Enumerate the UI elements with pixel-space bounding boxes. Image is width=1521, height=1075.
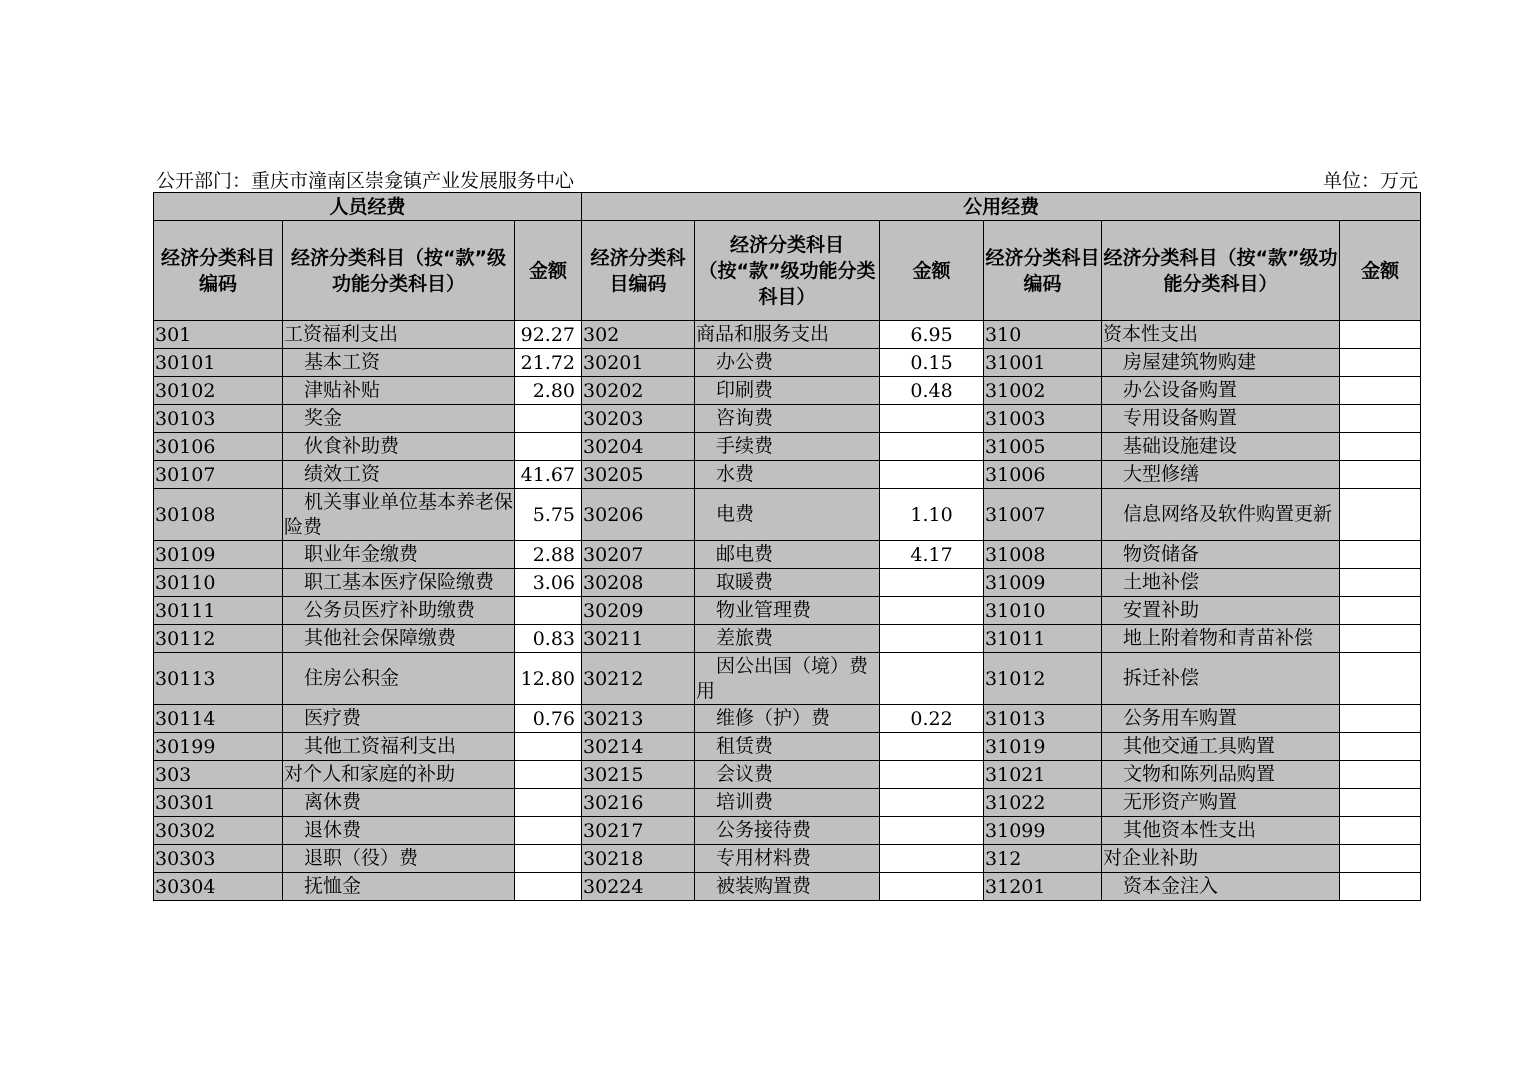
amount-cell: 6.95 xyxy=(880,321,984,349)
code-cell: 30301 xyxy=(154,789,283,817)
name-cell: 咨询费 xyxy=(695,405,880,433)
code-cell: 30202 xyxy=(582,377,695,405)
name-cell: 绩效工资 xyxy=(283,461,515,489)
code-cell: 30218 xyxy=(582,845,695,873)
table-row xyxy=(154,377,1421,405)
name-cell: 地上附着物和青苗补偿 xyxy=(1102,625,1340,653)
table-row xyxy=(154,817,1421,845)
code-cell: 31008 xyxy=(984,541,1102,569)
amount-cell: 92.27 xyxy=(515,321,582,349)
name-cell: 手续费 xyxy=(695,433,880,461)
code-cell: 31006 xyxy=(984,461,1102,489)
amount-cell xyxy=(515,817,582,845)
code-cell: 31005 xyxy=(984,433,1102,461)
code-cell: 31021 xyxy=(984,761,1102,789)
code-cell: 30204 xyxy=(582,433,695,461)
amount-cell: 4.17 xyxy=(880,541,984,569)
name-cell: 津贴补贴 xyxy=(283,377,515,405)
amount-cell xyxy=(1340,321,1421,349)
name-cell: 其他资本性支出 xyxy=(1102,817,1340,845)
name-cell: 会议费 xyxy=(695,761,880,789)
name-cell: 安置补助 xyxy=(1102,597,1340,625)
name-cell: 离休费 xyxy=(283,789,515,817)
name-cell: 取暖费 xyxy=(695,569,880,597)
code-cell: 30201 xyxy=(582,349,695,377)
name-cell: 其他工资福利支出 xyxy=(283,733,515,761)
name-cell: 房屋建筑物购建 xyxy=(1102,349,1340,377)
name-cell: 专用材料费 xyxy=(695,845,880,873)
code-cell: 31011 xyxy=(984,625,1102,653)
name-cell: 公务接待费 xyxy=(695,817,880,845)
name-cell: 伙食补助费 xyxy=(283,433,515,461)
name-cell: 资本金注入 xyxy=(1102,873,1340,901)
code-cell: 30107 xyxy=(154,461,283,489)
amount-cell xyxy=(515,433,582,461)
code-cell: 30302 xyxy=(154,817,283,845)
amount-cell xyxy=(880,433,984,461)
amount-cell: 0.76 xyxy=(515,705,582,733)
amount-cell xyxy=(1340,817,1421,845)
code-cell: 30102 xyxy=(154,377,283,405)
name-cell: 住房公积金 xyxy=(283,653,515,705)
name-cell: 电费 xyxy=(695,489,880,541)
amount-cell xyxy=(1340,405,1421,433)
code-cell: 30211 xyxy=(582,625,695,653)
column-header-name: 经济分类科目（按“款”级功能分类科目） xyxy=(283,221,515,321)
code-cell: 30110 xyxy=(154,569,283,597)
amount-cell xyxy=(880,789,984,817)
code-cell: 30304 xyxy=(154,873,283,901)
code-cell: 31009 xyxy=(984,569,1102,597)
code-cell: 30206 xyxy=(582,489,695,541)
code-cell: 30108 xyxy=(154,489,283,541)
amount-cell: 1.10 xyxy=(880,489,984,541)
code-cell: 312 xyxy=(984,845,1102,873)
name-cell: 退休费 xyxy=(283,817,515,845)
name-cell: 其他交通工具购置 xyxy=(1102,733,1340,761)
code-cell: 30214 xyxy=(582,733,695,761)
amount-cell xyxy=(880,845,984,873)
department-label: 公开部门：重庆市潼南区崇龛镇产业发展服务中心 xyxy=(156,170,575,192)
table-row xyxy=(154,321,1421,349)
amount-cell xyxy=(515,405,582,433)
column-header-amount: 金额 xyxy=(1340,221,1421,321)
code-cell: 310 xyxy=(984,321,1102,349)
code-cell: 30113 xyxy=(154,653,283,705)
code-cell: 31013 xyxy=(984,705,1102,733)
column-header-code: 经济分类科目编码 xyxy=(582,221,695,321)
code-cell: 30114 xyxy=(154,705,283,733)
code-cell: 30199 xyxy=(154,733,283,761)
name-cell: 维修（护）费 xyxy=(695,705,880,733)
name-cell: 公务员医疗补助缴费 xyxy=(283,597,515,625)
amount-cell xyxy=(880,461,984,489)
table-row xyxy=(154,597,1421,625)
name-cell: 印刷费 xyxy=(695,377,880,405)
name-cell: 差旅费 xyxy=(695,625,880,653)
amount-cell: 21.72 xyxy=(515,349,582,377)
table-row xyxy=(154,845,1421,873)
code-cell: 31201 xyxy=(984,873,1102,901)
code-cell: 30106 xyxy=(154,433,283,461)
amount-cell: 12.80 xyxy=(515,653,582,705)
amount-cell xyxy=(515,733,582,761)
table-row xyxy=(154,489,1421,541)
name-cell: 基础设施建设 xyxy=(1102,433,1340,461)
amount-cell xyxy=(515,597,582,625)
amount-cell: 41.67 xyxy=(515,461,582,489)
column-header-code: 经济分类科目编码 xyxy=(984,221,1102,321)
name-cell: 文物和陈列品购置 xyxy=(1102,761,1340,789)
column-header-name: 经济分类科目（按“款”级功能分类科目） xyxy=(1102,221,1340,321)
table-row xyxy=(154,733,1421,761)
name-cell: 物资储备 xyxy=(1102,541,1340,569)
amount-cell xyxy=(880,569,984,597)
table-row xyxy=(154,405,1421,433)
code-cell: 31002 xyxy=(984,377,1102,405)
table-row xyxy=(154,873,1421,901)
code-cell: 31099 xyxy=(984,817,1102,845)
table-row xyxy=(154,761,1421,789)
column-header-name: 经济分类科目（按“款”级功能分类科目） xyxy=(695,221,880,321)
amount-cell xyxy=(880,625,984,653)
code-cell: 302 xyxy=(582,321,695,349)
name-cell: 职工基本医疗保险缴费 xyxy=(283,569,515,597)
table-row xyxy=(154,541,1421,569)
name-cell: 办公设备购置 xyxy=(1102,377,1340,405)
amount-cell: 0.83 xyxy=(515,625,582,653)
name-cell: 资本性支出 xyxy=(1102,321,1340,349)
amount-cell xyxy=(1340,433,1421,461)
name-cell: 因公出国（境）费用 xyxy=(695,653,880,705)
name-cell: 无形资产购置 xyxy=(1102,789,1340,817)
name-cell: 土地补偿 xyxy=(1102,569,1340,597)
column-header-amount: 金额 xyxy=(880,221,984,321)
amount-cell xyxy=(1340,705,1421,733)
amount-cell xyxy=(515,845,582,873)
code-cell: 303 xyxy=(154,761,283,789)
amount-cell xyxy=(880,733,984,761)
name-cell: 邮电费 xyxy=(695,541,880,569)
amount-cell xyxy=(880,817,984,845)
amount-cell: 0.22 xyxy=(880,705,984,733)
name-cell: 专用设备购置 xyxy=(1102,405,1340,433)
amount-cell xyxy=(880,873,984,901)
code-cell: 31019 xyxy=(984,733,1102,761)
amount-cell xyxy=(1340,873,1421,901)
name-cell: 退职（役）费 xyxy=(283,845,515,873)
code-cell: 31010 xyxy=(984,597,1102,625)
amount-cell xyxy=(1340,845,1421,873)
name-cell: 大型修缮 xyxy=(1102,461,1340,489)
amount-cell xyxy=(1340,349,1421,377)
name-cell: 被装购置费 xyxy=(695,873,880,901)
column-header-code: 经济分类科目编码 xyxy=(154,221,283,321)
code-cell: 31022 xyxy=(984,789,1102,817)
name-cell: 其他社会保障缴费 xyxy=(283,625,515,653)
amount-cell xyxy=(880,761,984,789)
amount-cell xyxy=(1340,377,1421,405)
amount-cell: 2.80 xyxy=(515,377,582,405)
code-cell: 30103 xyxy=(154,405,283,433)
code-cell: 30303 xyxy=(154,845,283,873)
amount-cell xyxy=(515,761,582,789)
code-cell: 30215 xyxy=(582,761,695,789)
code-cell: 30209 xyxy=(582,597,695,625)
name-cell: 商品和服务支出 xyxy=(695,321,880,349)
code-cell: 30216 xyxy=(582,789,695,817)
amount-cell xyxy=(1340,653,1421,705)
name-cell: 拆迁补偿 xyxy=(1102,653,1340,705)
amount-cell xyxy=(515,873,582,901)
unit-label: 单位：万元 xyxy=(1322,170,1418,192)
code-cell: 30203 xyxy=(582,405,695,433)
section-personnel-header: 人员经费 xyxy=(154,193,582,221)
amount-cell xyxy=(1340,733,1421,761)
amount-cell xyxy=(1340,541,1421,569)
code-cell: 30205 xyxy=(582,461,695,489)
code-cell: 30212 xyxy=(582,653,695,705)
amount-cell: 0.15 xyxy=(880,349,984,377)
name-cell: 公务用车购置 xyxy=(1102,705,1340,733)
amount-cell xyxy=(880,653,984,705)
code-cell: 30109 xyxy=(154,541,283,569)
table-row xyxy=(154,625,1421,653)
amount-cell: 0.48 xyxy=(880,377,984,405)
amount-cell xyxy=(880,597,984,625)
code-cell: 30101 xyxy=(154,349,283,377)
amount-cell: 2.88 xyxy=(515,541,582,569)
name-cell: 办公费 xyxy=(695,349,880,377)
amount-cell xyxy=(515,789,582,817)
column-header-amount: 金额 xyxy=(515,221,582,321)
table-row xyxy=(154,461,1421,489)
code-cell: 31003 xyxy=(984,405,1102,433)
code-cell: 30213 xyxy=(582,705,695,733)
amount-cell xyxy=(1340,625,1421,653)
code-cell: 31001 xyxy=(984,349,1102,377)
amount-cell xyxy=(1340,569,1421,597)
code-cell: 30112 xyxy=(154,625,283,653)
name-cell: 奖金 xyxy=(283,405,515,433)
name-cell: 抚恤金 xyxy=(283,873,515,901)
table-row xyxy=(154,433,1421,461)
name-cell: 基本工资 xyxy=(283,349,515,377)
amount-cell xyxy=(1340,761,1421,789)
name-cell: 信息网络及软件购置更新 xyxy=(1102,489,1340,541)
name-cell: 医疗费 xyxy=(283,705,515,733)
code-cell: 30207 xyxy=(582,541,695,569)
table-row xyxy=(154,705,1421,733)
code-cell: 30208 xyxy=(582,569,695,597)
amount-cell xyxy=(1340,789,1421,817)
name-cell: 租赁费 xyxy=(695,733,880,761)
table-row xyxy=(154,789,1421,817)
budget-table xyxy=(153,192,1421,901)
name-cell: 职业年金缴费 xyxy=(283,541,515,569)
amount-cell xyxy=(880,405,984,433)
amount-cell: 5.75 xyxy=(515,489,582,541)
amount-cell: 3.06 xyxy=(515,569,582,597)
code-cell: 30217 xyxy=(582,817,695,845)
name-cell: 对个人和家庭的补助 xyxy=(283,761,515,789)
name-cell: 对企业补助 xyxy=(1102,845,1340,873)
code-cell: 30111 xyxy=(154,597,283,625)
code-cell: 301 xyxy=(154,321,283,349)
table-row xyxy=(154,349,1421,377)
amount-cell xyxy=(1340,489,1421,541)
table-row xyxy=(154,569,1421,597)
name-cell: 机关事业单位基本养老保险费 xyxy=(283,489,515,541)
section-public-header: 公用经费 xyxy=(582,193,1421,221)
name-cell: 物业管理费 xyxy=(695,597,880,625)
code-cell: 31012 xyxy=(984,653,1102,705)
amount-cell xyxy=(1340,597,1421,625)
report-header xyxy=(154,166,1420,190)
amount-cell xyxy=(1340,461,1421,489)
name-cell: 工资福利支出 xyxy=(283,321,515,349)
table-row xyxy=(154,653,1421,705)
name-cell: 培训费 xyxy=(695,789,880,817)
code-cell: 31007 xyxy=(984,489,1102,541)
code-cell: 30224 xyxy=(582,873,695,901)
name-cell: 水费 xyxy=(695,461,880,489)
